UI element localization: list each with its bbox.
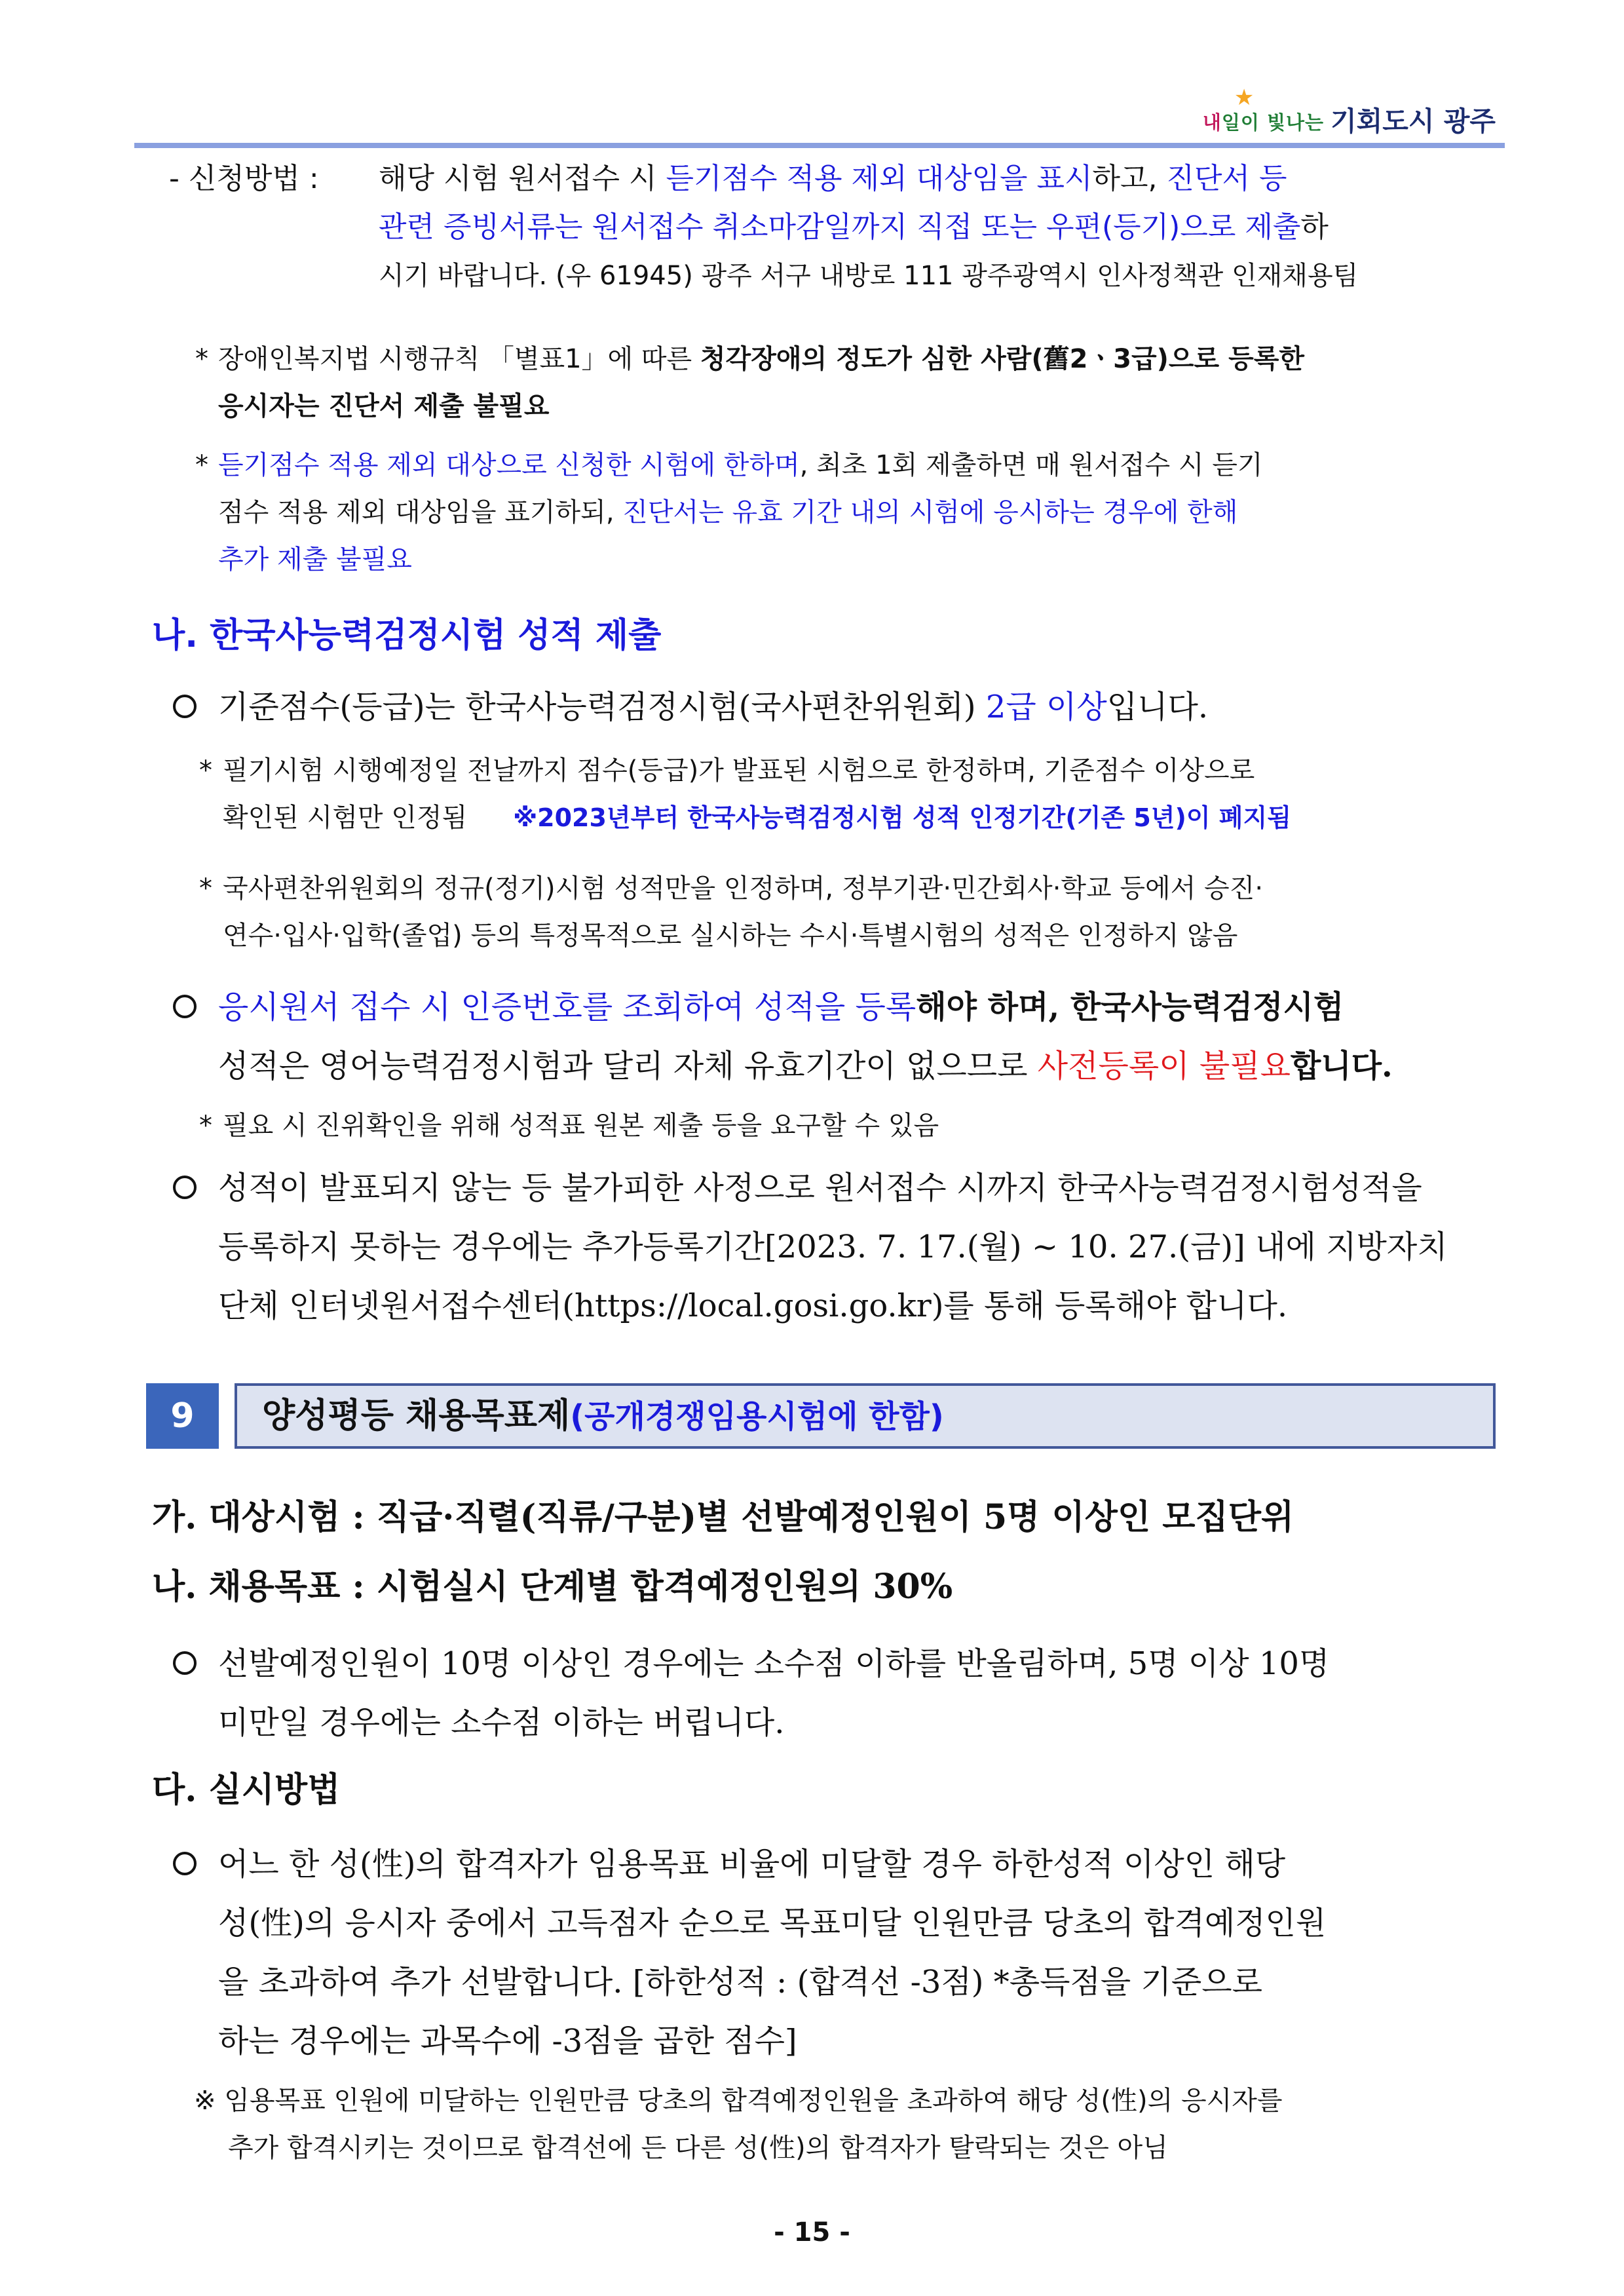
note-exam-deadline: 필기시험 시행예정일 전날까지 점수(등급)가 발표된 시험으로 한정하며, 기준점수 이상으로 확인된 시험만 인정됨 ※2023년부터 한국사능력검정시험 성적 인정기간(기존 5년)이 폐지됨 (223, 756, 1291, 833)
note-hearing-disability: 장애인복지법 시행규칙 「별표1」에 따른 청각장애의 정도가 심한 사람(舊2ㆍ3급)으로 등록한 응시자는 진단서 제출 불필요 (218, 344, 1305, 421)
note-regular-exam: 국사편찬위원회의 정규(정기)시험 성적만을 인정하며, 정부기관·민간회사·학교 등에서 승진· 연수·입사·입학(졸업) 등의 특정목적으로 실시하는 수시·특별시험의 성적은 인정하지 않음 (223, 873, 1264, 951)
bullet-circle-icon (173, 1651, 197, 1675)
section-title: 양성평등 채용목표제(공개경쟁임용시험에 한함) (262, 1396, 944, 1436)
section-heading-korean-history: 나. 한국사능력검정시험 성적 제출 (152, 616, 662, 655)
bullet-circle-icon (173, 695, 197, 718)
bullet-circle-icon (173, 1852, 197, 1875)
bullet-score-registration: 응시원서 접수 시 인증번호를 조회하여 성적을 등록해야 하며, 한국사능력검정시험 성적은 영어능력검정시험과 달리 자체 유효기간이 없으므로 사전등록이 불필요합니다. (218, 989, 1393, 1084)
bullet-circle-icon (173, 995, 197, 1018)
bullet-rounding-rule: 선발예정인원이 10명 이상인 경우에는 소수점 이하를 반올림하며, 5명 이상 10명 미만일 경우에는 소수점 이하는 버립니다. (218, 1645, 1330, 1741)
logo-city-name: 기회도시 광주 (1331, 105, 1496, 137)
section-number-badge: 9 (146, 1383, 219, 1449)
star-icon: ★ (1234, 85, 1255, 111)
bullet-additional-selection: 어느 한 성(性)의 합격자가 임용목표 비율에 미달할 경우 하한성적 이상인 해당 성(性)의 응시자 중에서 고득점자 순으로 목표미달 인원만큼 당초의 합격예정인원 을 초과하여 추가 선발합니다. [하한성적 : (합격선 -3점) *총득점을 기준으로 하는 경우에는 과목수에 -3점을 곱한 점수] (218, 1846, 1327, 2059)
note-asterisk: * (195, 450, 208, 480)
apply-method-label: - 신청방법 : (169, 162, 319, 195)
apply-method-body: 해당 시험 원서접수 시 듣기점수 적용 제외 대상임을 표시하고, 진단서 등 관련 증빙서류는 원서접수 취소마감일까지 직접 또는 우편(등기)으로 제출하 시기 바랍니다. (우 61945) 광주 서구 내방로 111 광주광역시 인사정책관 인재채용팀 (379, 162, 1359, 291)
city-logo (1202, 85, 1496, 137)
note-asterisk: * (199, 756, 212, 786)
page-number: - 15 - (774, 2217, 850, 2248)
bullet-standard-score: 기준점수(등급)는 한국사능력검정시험(국사편찬위원회) 2급 이상입니다. (218, 689, 1209, 725)
logo-slogan: 내일이 빛나는 (1202, 111, 1325, 134)
item-target-exam: 가. 대상시험 : 직급·직렬(직류/구분)별 선발예정인원이 5명 이상인 모집단위 (152, 1497, 1294, 1537)
note-gender-target: ※ 임용목표 인원에 미달하는 인원만큼 당초의 합격예정인원을 초과하여 해당 성(性)의 응시자를 추가 합격시키는 것이므로 합격선에 든 다른 성(性)의 합격자가 탈락되는 것은 아님 (194, 2086, 1283, 2163)
note-verification: 필요 시 진위확인을 위해 성적표 원본 제출 등을 요구할 수 있음 (223, 1111, 939, 1141)
bullet-circle-icon (173, 1176, 197, 1199)
item-hiring-target: 나. 채용목표 : 시험실시 단계별 합격예정인원의 30% (152, 1567, 953, 1607)
note-listening-exemption: 듣기점수 적용 제외 대상으로 신청한 시험에 한하며, 최초 1회 제출하면 매 원서접수 시 듣기 점수 적용 제외 대상임을 표기하되, 진단서는 유효 기간 내의 시험에 응시하는 경우에 한해 추가 제출 불필요 (218, 450, 1263, 575)
bullet-additional-registration: 성적이 발표되지 않는 등 불가피한 사정으로 원서접수 시까지 한국사능력검정시험성적을 등록하지 못하는 경우에는 추가등록기간[2023. 7. 17.(월) ~ 10. 27.(금)] 내에 지방자치 단체 인터넷원서접수센터(https://local.gosi.go.kr)를 통해 등록해야 합니다. (218, 1170, 1448, 1324)
item-method: 다. 실시방법 (152, 1770, 341, 1810)
section-title-box (235, 1383, 1496, 1449)
note-asterisk: * (199, 873, 212, 904)
note-asterisk: * (195, 344, 208, 374)
header-divider (134, 143, 1505, 148)
note-asterisk: * (199, 1111, 212, 1141)
